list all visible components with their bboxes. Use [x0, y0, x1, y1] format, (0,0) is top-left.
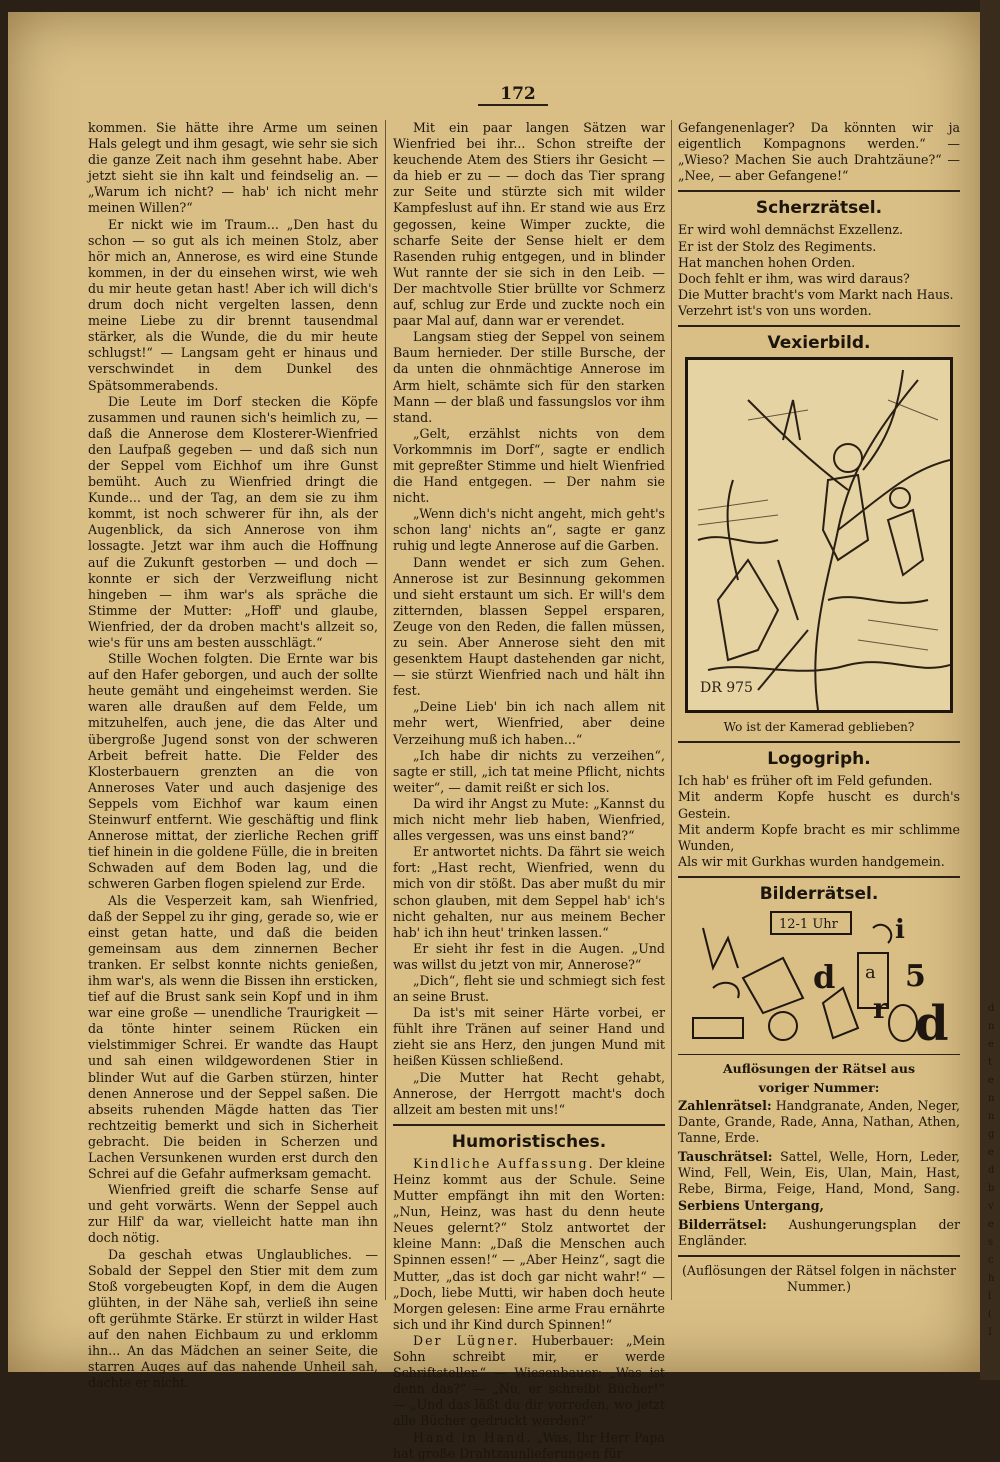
- story-paragraph: Er antwortet nichts. Da fährt sie weich fort: „Hast recht, Wienfried, wenn du mich von dir stößt. Das aber mußt du mir schon glauben, mit dem Seppel hab' ich's nicht gehalten, nur aus meinem Becher hab' ich ihn heut' trinken lassen.“: [393, 844, 665, 940]
- joke-item: [393, 1156, 665, 1333]
- puzzle-column: [678, 120, 960, 1295]
- solutions-subheading: voriger Nummer:: [758, 1079, 880, 1095]
- story-paragraph: Mit ein paar langen Sätzen war Wienfried bei ihr... Schon streifte der keuchende Atem des Stiers ihr Gesicht — da hieb er zu — — doch das Tier sprang zur Seite und stürzte sich mit wilder Kampfeslust auf ihn. Er stand wie aus Erz gegossen, keine Wimper zuckte, die scharfe Seite der Sense hielt er dem Rasenden ruhig entgegen, und in blinder Wut rannte der sie sich in den Leib. — Der machtvolle Stier brüllte vor Schmerz auf, schlug zur Erde und zuckte noch ein paar Mal auf, dann war er verendet.: [393, 120, 665, 329]
- rebus-letter: r: [873, 991, 888, 1025]
- story-paragraph: Die Leute im Dorf stecken die Köpfe zusammen und raunen sich's heimlich zu, — daß die Annerose dem Klosterer-Wienfried den Laufpaß gegeben — und daß sich nun der Seppel vom Eichhof um ihre Gunst bemüht. Auch zu Wienfried dringt die Kunde... und der Tag, an dem sie zu ihm kommt, ist noch schwerer für ihn, als der Augenblick, da sich Annerose von ihm lossagte. Jetzt war ihm auch die Hoffnung auf die Zukunft gestorben — und doch — konnte er sich der Verzweiflung nicht hingeben — ihm war's als spräche die Stimme der Mutter: „Hoff' und glaube, Wienfried, der da droben macht's allzeit so, wie's für uns am besten ausschlägt.“: [88, 393, 378, 650]
- verse-line: Er wird wohl demnächst Exzellenz.: [678, 222, 904, 238]
- joke-text: Huberbauer: „Mein Sohn schreibt mir, er werde Schriftsteller.“ — Wiesenbauer: „Was ist denn das?“ — „Nu, er schreibt Bücher!“ — „Und das läßt du dir vorreden, wo jetzt alle Bücher gedruckt werden?“: [393, 1332, 666, 1429]
- joke-lemma: Hand in Hand.: [413, 1429, 533, 1445]
- verse-line: Verzehrt ist's von uns worden.: [678, 302, 872, 318]
- solution-text: Handgranate, Anden, Neger, Dante, Grande, Rade, Anna, Nathan, Athen, Tanne, Erde.: [678, 1097, 960, 1146]
- section-rule: [678, 1255, 960, 1257]
- section-rule: [678, 741, 960, 743]
- story-paragraph: „Deine Lieb' bin ich nach allem nit mehr wert, Wienfried, aber deine Verzeihung muß ich haben...“: [393, 699, 665, 747]
- story-paragraph: Da wird ihr Angst zu Mute: „Kannst du mich nicht mehr lieb haben, Wienfried, alles vergessen, was uns einst band?“: [393, 795, 665, 844]
- rebus-letter: i: [895, 914, 905, 945]
- bilderraetsel-title: Bilderrätsel.: [759, 883, 879, 904]
- solution-text: Sattel, Welle, Horn, Leder, Wind, Fell, Wein, Eis, Ulan, Main, Hast, Rebe, Birma, Feige, Hand, Mond, Sang.: [678, 1149, 960, 1197]
- story-paragraph: Dann wendet er sich zum Gehen. Annerose ist zur Besinnung gekommen und sieht erstaunt um sich. Er will's dem zitternden, blassen Seppel ersparen, Zeuge von den Reden, die fallen müssen, zu sein. Aber Annerose sieht den mit gesenktem Haupt dastehenden gar nicht, — sie stürzt Wienfried nach und hält ihn fest.: [393, 554, 665, 699]
- story-column-1: [88, 120, 378, 1391]
- story-paragraph: kommen. Sie hätte ihre Arme um seinen Hals gelegt und ihm gesagt, wie sehr sie sich die ganze Zeit nach ihm gesehnt habe. Aber jetzt sieht sie ihn kalt und feindselig an. — „Warum ich nicht? — hab' ich nicht mehr meinen Willen?“: [88, 120, 379, 216]
- rebus-letter: d: [813, 957, 836, 996]
- section-rule: [678, 190, 960, 192]
- joke-lemma: Kindliche Auffassung.: [413, 1155, 595, 1171]
- story-paragraph: Langsam stieg der Seppel von seinem Baum hernieder. Der stille Bursche, der da unten die ohnmächtige Annerose im Arm hielt, schämte sich für den starken Mann — der blaß und fassungslos vor ihm stand.: [393, 329, 665, 425]
- joke-text: „Was, Ihr Herr Papa hat große Drahtzaunlieferungen für: [393, 1429, 666, 1461]
- verse-line: Doch fehlt er ihm, was wird daraus?: [678, 270, 910, 286]
- solutions-heading: Auflösungen der Rätsel aus: [722, 1060, 916, 1076]
- story-paragraph: „Die Mutter hat Recht gehabt, Annerose, der Herrgott macht's doch allzeit am besten mit uns!“: [393, 1069, 665, 1117]
- joke-item: [393, 1333, 665, 1430]
- solution-answer: Serbiens Untergang,: [678, 1197, 824, 1213]
- column-divider: [671, 120, 672, 1300]
- story-paragraph: Wienfried greift die scharfe Sense auf und geht vorwärts. Wenn der Seppel auch zur Hilf' da war, vielleicht hatte man ihn doch nötig.: [88, 1182, 378, 1246]
- vexierbild-signature: DR 975: [700, 680, 753, 697]
- verse-line: Mit anderm Kopfe huscht es durch's Gestein.: [678, 789, 960, 821]
- solution-label: Tauschrätsel:: [678, 1149, 773, 1165]
- vexierbild-title: Vexierbild.: [767, 333, 871, 354]
- section-rule: [678, 876, 960, 878]
- solutions-footer: (Auflösungen der Rätsel folgen in nächster Nummer.): [681, 1262, 957, 1294]
- verse-line: Hat manchen hohen Orden.: [678, 254, 856, 270]
- rebus-drawing: [683, 908, 955, 1048]
- story-paragraph: Da ist's mit seiner Härte vorbei, er fühlt ihre Tränen auf seiner Hand und zieht sie ans Herz, den jungen Mund mit heißen Küssen schließend.: [393, 1005, 665, 1069]
- solution-item: [678, 1149, 960, 1213]
- story-paragraph: Als die Vesperzeit kam, sah Wienfried, daß der Seppel zu ihr ging, gerade so, wie er einst getan hatte, und daß die beiden gemeinsam aus dem zinnernen Becher tranken. Er selbst konnte nichts genießen, ihm war's, als wenn die Bissen ihn ersticken, tief auf die Brust sank sein Kopf und in ihm war eine große — unendliche Traurigkeit — da tönte hinter seinem Rücken ein vielstimmiger Schrei. Er wandte das Haupt und sah einen wildgewordenen Stier in blinder Wut auf die Garben stürzen, hinter denen Annerose und der Seppel saßen. Die abseits ruhenden Mägde hatten das Tier rechtzeitig bemerkt und sich in Sicherheit gebracht. Die beiden in Scherzen und Lachen Versunkenen wurden erst durch den Schrei auf die Gefahr aufmerksam gemacht.: [88, 892, 378, 1182]
- scherzraetsel-verse: [678, 222, 960, 319]
- story-column-2: [393, 120, 665, 1462]
- verse-line: Als wir mit Gurkhas wurden handgemein.: [678, 853, 945, 869]
- story-paragraph: „Dich“, fleht sie und schmiegt sich fest an seine Brust.: [393, 972, 665, 1005]
- story-paragraph: Er sieht ihr fest in die Augen. „Und was willst du jetzt von mir, Annerose?“: [393, 940, 665, 972]
- section-rule: [678, 1054, 960, 1055]
- solution-item: [678, 1098, 960, 1146]
- solution-item: [678, 1217, 960, 1249]
- story-paragraph: „Gelt, erzählst nichts von dem Vorkommnis im Dorf“, sagte er endlich mit gepreßter Stimme und hielt Wienfried die Hand entgegen. — Der nahm sie nicht.: [393, 425, 665, 506]
- rebus-letter: 5: [905, 958, 926, 994]
- bilderraetsel-rebus: [683, 908, 955, 1048]
- verse-line: Er ist der Stolz des Regiments.: [678, 238, 877, 254]
- page-number: 172: [500, 84, 536, 104]
- joke-continuation: Gefangenenlager? Da könnten wir ja eigentlich Kompagnons werden.“ — „Wieso? Machen Sie auch Drahtzäune?“ — „Nee, — aber Gefangene!“: [678, 120, 960, 184]
- page-number-rule: [478, 104, 548, 106]
- solutions-list: [678, 1098, 960, 1249]
- humor-title: Humoristisches.: [451, 1131, 607, 1152]
- gutter-text: d n e t e n n g e d b v e s c h l ( I: [988, 1003, 995, 1338]
- scherzraetsel-title: Scherzrätsel.: [755, 198, 883, 219]
- joke-lemma: Der Lügner.: [413, 1332, 520, 1348]
- vexierbild-caption: Wo ist der Kamerad geblieben?: [723, 720, 915, 735]
- column-divider: [385, 120, 386, 1300]
- joke-text: Der kleine Heinz kommt aus der Schule. Seine Mutter empfängt ihn mit den Worten: „Nun, Heinz, was hast du denn heute Neues gelernt?“ Stolz antwortet der kleine Mann: „Daß die Menschen auch Spinnen essen!“ — „Aber Heinz“, sagt die Mutter, „das ist doch gar nicht wahr!“ — „Doch, liebe Mutti, wir haben doch heute Morgen gelesen: Eine arme Frau ernährte sich und ihr Kind durch Spinnen!“: [393, 1155, 665, 1332]
- verse-line: Mit anderm Kopfe bracht es mir schlimme Wunden,: [678, 821, 960, 853]
- vexierbild-drawing: [688, 360, 950, 710]
- solution-label: Zahlenrätsel:: [678, 1097, 772, 1113]
- rebus-letter: a: [865, 961, 876, 983]
- vexierbild-illustration: [685, 357, 953, 713]
- solution-text: Aushungerungsplan der Engländer.: [678, 1216, 960, 1248]
- joke-item: [393, 1430, 665, 1462]
- rebus-letter: d: [915, 995, 949, 1048]
- story-paragraph: Stille Wochen folgten. Die Ernte war bis auf den Hafer geborgen, und auch der sollte heute gemäht und eingeheimst werden. Sie waren alle draußen auf dem Felde, um mitzuhelfen, auch jene, die das Alter und übergroße Jugend sonst von der schweren Arbeit befreit hatte. Die Felder des Klosterbauern grenzten an die von Anneroses Vater und auch dasjenige des Seppels vom Eichhof war kaum einen Steinwurf entfernt. Wie geschäftig und flink Annerose mittat, der zierliche Rechen griff tief hinein in die goldene Fülle, die in breiten Schwaden auf dem Boden lag, und die schweren Garben flogen spielend zur Erde.: [88, 651, 378, 892]
- story-paragraph: „Wenn dich's nicht angeht, mich geht's schon lang' nichts an“, sagte er ganz ruhig und legte Annerose auf die Garben.: [393, 506, 665, 554]
- logogriph-title: Logogriph.: [767, 749, 871, 770]
- logogriph-verse: [678, 773, 960, 870]
- story-paragraph: Er nickt wie im Traum... „Den hast du schon — so gut als ich meinen Stolz, aber hör mich an, Annerose, es wird eine Stunde kommen, in der du einsehen wirst, wie weh du mir heute getan hast! Aber ich will dich's drum doch nicht vergelten lassen, denn meine Liebe zu dir brennt tausendmal stärker, als die Wunde, die du mir heute schlugst!“ — Langsam geht er hinaus und verschwindet in dem Dunkel des Spätsommerabends.: [88, 216, 378, 393]
- section-rule: [678, 325, 960, 327]
- verse-line: Ich hab' es früher oft im Feld gefunden.: [678, 773, 933, 789]
- verse-line: Die Mutter bracht's vom Markt nach Haus.: [678, 286, 954, 302]
- solution-label: Bilderrätsel:: [678, 1216, 767, 1232]
- newspaper-page: [8, 12, 980, 1461]
- story-paragraph: Da geschah etwas Unglaubliches. — Sobald der Seppel den Stier mit dem zum Stoß vorgebeugten Kopf, in dem die Augen glühten, in der Nähe sah, verließ ihn seine oft gerühmte Stärke. Er stürzt in wilder Hast auf den nahen Eichbaum zu und erklomm ihn... An das Mädchen an seiner Seite, die starren Auges auf das nahende Unheil sah, dachte er nicht.: [88, 1246, 378, 1391]
- section-rule: [393, 1124, 665, 1126]
- story-paragraph: „Ich habe dir nichts zu verzeihen“, sagte er still, „ich tat meine Pflicht, nichts weiter“, — damit reißt er sich los.: [393, 747, 665, 795]
- binding-gutter: [980, 0, 1000, 1380]
- rebus-clock-label: 12-1 Uhr: [779, 916, 838, 932]
